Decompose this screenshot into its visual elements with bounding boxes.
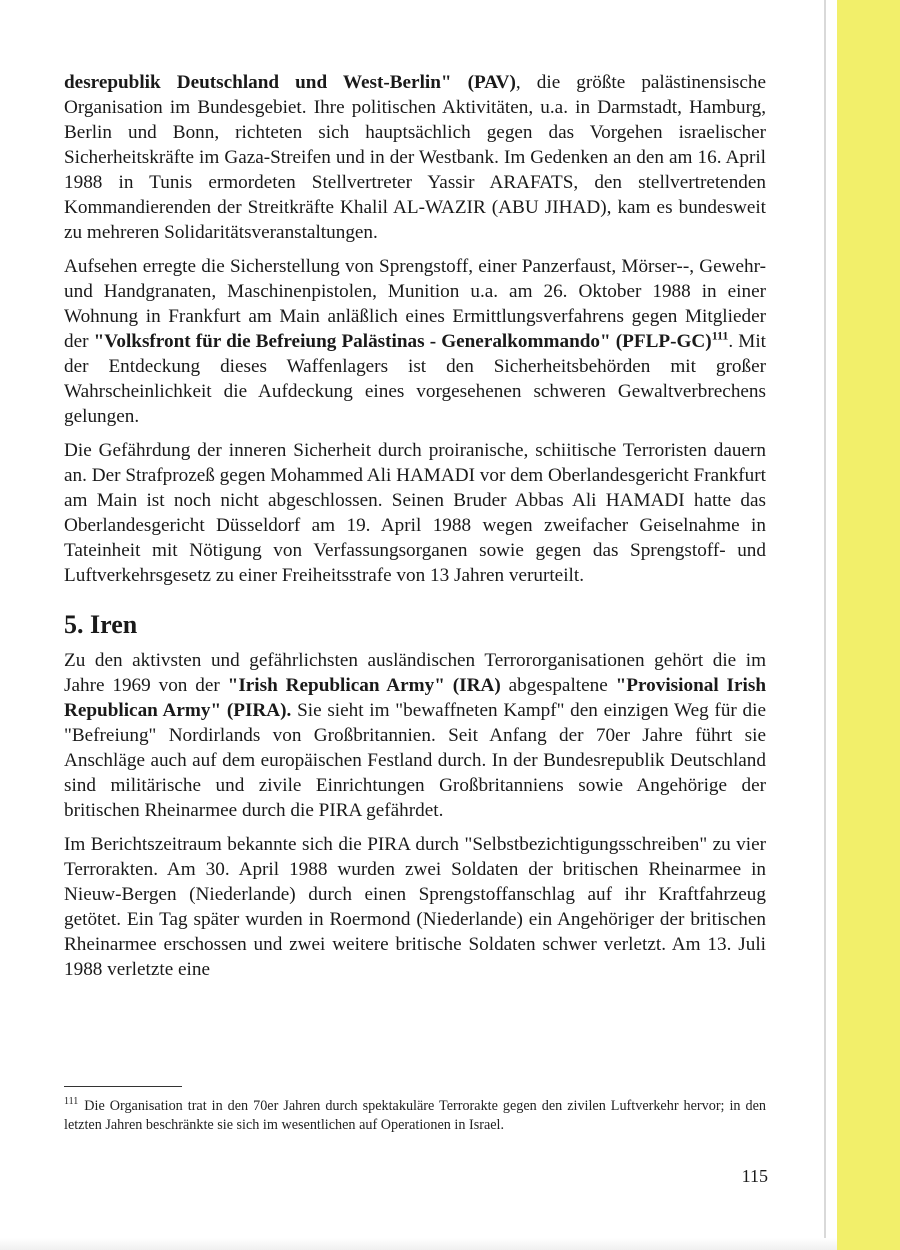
footnote-111 (64, 1097, 766, 1135)
bold-lead-pav: desrepublik Deutschland und West-Berlin" (PAV) (64, 72, 516, 93)
page-number: 115 (741, 1166, 768, 1186)
paragraph-pav (64, 70, 766, 245)
paragraph-pira-text-c: Sie sieht im "bewaffneten Kampf" den einzigen Weg für die "Befreiung" Nordirlands von Großbritannien. Seit Anfang der 70er Jahre führt sie Anschläge auch auf dem europäischen Festland durch. In der Bundesrepublik Deutschland sind militärische und zivile Einrichtungen Großbritanniens sowie Angehörige der britischen Rheinarmee durch die PIRA gefährdet. (64, 700, 766, 821)
paragraph-pira-text-a: Zu den aktivsten und gefährlichsten ausländischen Terrororganisationen gehört die im Jahre 1969 von der (64, 650, 766, 696)
footnote-text: Die Organisation trat in den 70er Jahren durch spektakuläre Terrorakte gegen den zivilen Luftverkehr hervor; in den letzten Jahren beschränkte sie sich im wesentlichen auf Operationen in Israel. (64, 1098, 766, 1133)
footnote-divider (64, 1086, 182, 1087)
section-heading-iren: 5. Iren (64, 610, 138, 639)
paragraph-pflp-text-before: Aufsehen erregte die Sicherstellung von Sprengstoff, einer Panzerfaust, Mörser--, Gewehr- und Handgranaten, Maschinenpistolen, Munition u.a. am 26. Oktober 1988 in einer Wohnung in Frankfurt am Main anläßlich eines Ermittlungsverfahrens gegen Mitglieder der (64, 256, 766, 352)
footnote-ref-111[interactable]: 111 (711, 328, 729, 343)
highlight-strip (837, 0, 900, 1250)
page-edge-line (824, 0, 826, 1250)
paragraph-pflp-text-after: . Mit der Entdeckung dieses Waffenlagers ist den Sicherheitsbehörden mit großer Wahrscheinlichkeit die Aufdeckung eines vorgesehenen schweren Gewaltverbrechens gelungen. (64, 331, 766, 427)
bold-ira: "Irish Republican Army" (IRA) (227, 675, 501, 696)
paragraph-pira-text-b: abgespaltene (500, 675, 616, 696)
paragraph-pira (64, 648, 766, 823)
paragraph-pav-text: , die größte palästinensische Organisation im Bundesgebiet. Ihre politischen Aktivitäten, u.a. in Darmstadt, Hamburg, Berlin und Bonn, richteten sich hauptsächlich gegen das Vorgehen israelischer Sicherheitskräfte im Gaza-Streifen und in der Westbank. Im Gedenken an den am 16. April 1988 in Tunis ermordeten Stellvertreter Yassir ARAFATS, den stellvertretenden Kommandierenden der Streitkräfte Khalil AL-WAZIR (ABU JIHAD), kam es bundesweit zu mehreren Solidaritätsveranstaltungen. (64, 72, 766, 243)
bold-pira: "Provisional Irish Republican Army" (PIRA). (64, 675, 767, 721)
document-body (64, 70, 766, 991)
paragraph-terrorakte: Im Berichtszeitraum bekannte sich die PIRA durch "Selbstbezichtigungsschreiben" zu vier Terrorakten. Am 30. April 1988 wurden zwei Soldaten der britischen Rheinarmee in Nieuw-Bergen (Niederlande) durch einen Sprengstoffanschlag auf ihr Kraftfahrzeug getötet. Ein Tag später wurden in Roermond (Niederlande) ein Angehöriger der britischen Rheinarmee erschossen und zwei weitere britische Soldaten schwer verletzt. Am 13. Juli 1988 verletzte eine (64, 834, 766, 980)
paragraph-hamadi: Die Gefährdung der inneren Sicherheit durch proiranische, schiitische Terroristen dauern an. Der Strafprozeß gegen Mohammed Ali HAMADI vor dem Oberlandesgericht Frankfurt am Main ist noch nicht abgeschlossen. Seinen Bruder Abbas Ali HAMADI hatte das Oberlandesgericht Düsseldorf am 19. April 1988 wegen zweifacher Geiselnahme in Tateinheit mit Nötigung von Verfassungsorganen sowie gegen das Sprengstoff- und Luftverkehrsgesetz zu einer Freiheitsstrafe von 13 Jahren verurteilt. (64, 440, 766, 586)
footnote-number: 111 (64, 1096, 79, 1108)
paragraph-pflp-gc (64, 254, 766, 429)
bold-pflp-gc: "Volksfront für die Befreiung Palästinas - Generalkommando" (PFLP-GC) (93, 331, 712, 352)
scan-bottom-edge (0, 1238, 837, 1250)
